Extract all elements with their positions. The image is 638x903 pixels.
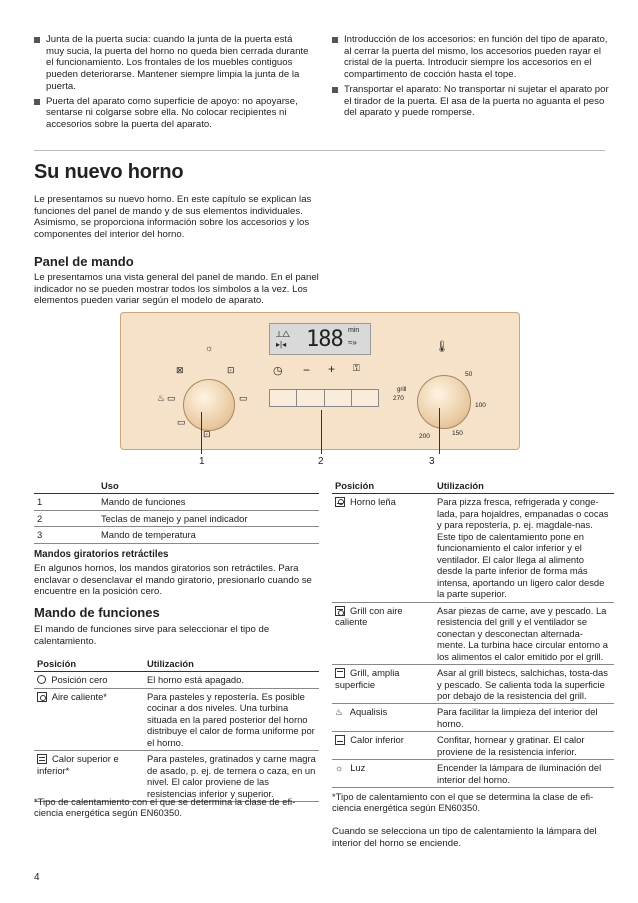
temp-label: 50 (465, 371, 473, 378)
bottom-heat-icon: ▭ (167, 393, 176, 403)
uso-header: Uso (98, 478, 319, 494)
light-icon: ☼ (205, 343, 214, 353)
retractable-heading: Mandos giratorios retráctiles (34, 549, 169, 560)
panel-text: Le presentamos una vista general del panel de mando. En el panel indicador no se pueden mostrar todos los símbolos a la vez. Los elementos pueden variar según el modelo de aparato. (34, 272, 319, 307)
callout-number: 3 (429, 456, 435, 467)
retractable-text: En algunos hornos, los mandos giratorios son retráctiles. Para enclavar o desenclavar el mando giratorio, presionarlo cuando se encuentre en la posición cero. (34, 563, 312, 598)
full-grill-icon (335, 668, 345, 678)
right-footnote: *Tipo de calentamiento con el que se determina la clase de efi-ciencia energética según EN60350. (332, 791, 594, 814)
table-row: Horno leña Para pizza fresca, refrigerada y conge-lada, para hojaldres, empanadas o cocas y para repostería, p. ej. magdale-nas. Este tipo de calentamiento pone en funcionamiento el calor inferior y el ventilador. El calor llega al alimento desde la parte inferior de forma más intensa, aportando un ligero calor desde la parte superior. (332, 494, 614, 602)
page-title: Su nuevo horno (34, 161, 184, 183)
light-icon: ☼ (335, 763, 344, 774)
position-zero-icon (37, 675, 46, 684)
functions-table-right: Posición Utilización Horno leña Para pizza fresca, refrigerada y conge-lada, para hojaldres, empanadas o cocas y para repostería, p. ej. magdale-nas. Este tipo de calentamiento pone en funcionamiento el calor inferior y el ventilador. El calor llega al alimento desde la parte inferior de forma más intensa, aportando un ligero calor desde la parte superior. Grill con aire caliente Asar piezas de carne, ave y pescado. La resistencia del grill y el ventilador se conectan y desconectan alternada-mente. La turbina hace circular entorno a los alimentos el calor emitido por el grill. Grill, amplia superficie Asar al grill bistecs, salchichas, tosta-das y pescado. Se calienta toda la superficie por debajo de la resistencia del grill. ♨ Aqualisis Para facilitar la limpieza del interior del horno. Calor inferior Confitar, hornear y gratinar. El calor proviene de la resistencia inferior. ☼ Luz Encender la lámpara de iluminación del interior del horno. (332, 478, 614, 788)
uso-table (34, 478, 319, 544)
top-left-bullets (34, 34, 312, 134)
display-digits: 188 (306, 327, 343, 352)
button-row (269, 389, 379, 407)
table-row: Aire caliente* Para pasteles y repostería. Es posible cocinar a dos niveles. Una turbina situada en la pared posterior del horno distribuye el calor de forma uniforme por el horno. (34, 688, 319, 750)
top-bottom-heat-icon (37, 754, 47, 764)
timer-icon: ▸|◂ (276, 340, 287, 349)
temp-label: 100 (475, 402, 486, 409)
hot-air-icon: ⊠ (176, 365, 184, 375)
panel-heading: Panel de mando (34, 254, 134, 269)
display-symbols: ≈» (348, 338, 357, 347)
display-panel (269, 323, 371, 355)
pizza-setting-icon (335, 497, 345, 507)
bullet-item: Transportar el aparato: No transportar ni sujetar el aparato por el tirador de la puerta. El asa de la puerta no aguanta el peso del aparato y puede romperse. (332, 84, 614, 119)
callout-number: 1 (199, 456, 205, 467)
display-unit: min (348, 327, 360, 334)
callout-number: 2 (318, 456, 324, 467)
intro-text: Le presentamos su nuevo horno. En este capítulo se explican las funciones del panel de mando y de sus elementos individuales. Asimismo, se proporciona información sobre los accesorios y los componentes del interior del horno. (34, 194, 312, 241)
section-divider (34, 150, 605, 151)
right-closing-text: Cuando se selecciona un tipo de calentamiento la lámpara del interior del horno se enciende. (332, 826, 597, 849)
table-row: ☼ Luz Encender la lámpara de iluminación del interior del horno. (332, 760, 614, 788)
lock-button[interactable] (352, 390, 378, 406)
temp-label: 270 (393, 395, 404, 402)
temperature-dial[interactable] (417, 375, 471, 429)
minus-icon: − (303, 363, 311, 377)
grill-fan-icon: ⊡ (227, 365, 235, 375)
key-lock-icon: ⚿ (353, 363, 360, 373)
dial-grill-label: grill (397, 387, 407, 393)
table-row: Calor inferior Confitar, hornear y gratinar. El calor proviene de la resistencia inferior. (332, 732, 614, 760)
aqualisis-icon: ♨ (335, 707, 344, 718)
page-number: 4 (34, 872, 40, 883)
bullet-item: Junta de la puerta sucia: cuando la junta de la puerta está muy sucia, la puerta del horno no queda bien cerrada durante el funcionamiento. Los frontales de los muebles contiguos pueden deteriorarse. Mantener siempre limpia la junta de la puerta. (34, 34, 312, 93)
top-bottom-heat-icon: ▭ (177, 417, 186, 427)
table-row: 3 Mando de temperatura (34, 527, 319, 543)
plus-icon: + (328, 362, 336, 376)
functions-table-left: Posición Utilización Posición cero El horno está apagado. Aire caliente* Para pasteles y repostería. Es posible cocinar a dos niveles. Una turbina situada en la pared posterior del horno distribuye el calor de forma uniforme por el horno. Calor superior e inferior* Para pasteles, gratinados y carne magra de asado, p. ej. de ternera o caza, en un nivel. El calor proviene de las resistencias inferior y superior. (34, 656, 319, 802)
alarm-icon: ⟂△ (276, 329, 291, 339)
plus-button[interactable] (325, 390, 352, 406)
full-grill-icon: ▭ (239, 393, 248, 403)
thermometer-icon: 🌡 (435, 341, 449, 353)
callout-line (201, 412, 202, 454)
table-row: Posición cero El horno está apagado. (34, 672, 319, 688)
table-row: Grill con aire caliente Asar piezas de carne, ave y pescado. La resistencia del grill y el ventilador se conectan y desconectan alternada-mente. La turbina hace circular entorno a los alimentos el calor emitido por el grill. (332, 602, 614, 664)
aqualisis-icon: ♨ (157, 393, 166, 403)
table-row: Grill, amplia superficie Asar al grill bistecs, salchichas, tosta-das y pescado. Se calienta toda la superficie por debajo de la resistencia del grill. (332, 665, 614, 704)
bullet-item: Introducción de los accesorios: en función del tipo de aparato, al cerrar la puerta del mismo, los accesorios pueden rayar el cristal de la puerta. Introducir siempre los accesorios en el compartimento de cocción hasta el tope. (332, 34, 614, 81)
table-row: Calor superior e inferior* Para pasteles, gratinados y carne magra de asado, p. ej. de ternera o caza, en un nivel. El calor proviene de las resistencias inferior y superior. (34, 751, 319, 802)
clock-icon: ◷ (273, 365, 283, 377)
hot-air-icon (37, 692, 47, 702)
funciones-text: El mando de funciones sirve para seleccionar el tipo de calentamiento. (34, 624, 270, 647)
temp-label: 150 (452, 430, 463, 437)
pizza-setting-icon: ⊡ (203, 429, 211, 439)
top-right-bullets (332, 34, 614, 122)
funciones-heading: Mando de funciones (34, 605, 160, 620)
temp-label: 200 (419, 433, 430, 440)
bottom-heat-icon (335, 735, 345, 745)
table-row: 2 Teclas de manejo y panel indicador (34, 510, 319, 526)
function-dial[interactable] (183, 379, 235, 431)
callout-line (439, 408, 440, 454)
bullet-item: Puerta del aparato como superficie de apoyo: no apoyarse, sentarse ni colgarse sobre ella. No colocar recipientes ni accesorios sobre la puerta del aparato. (34, 96, 312, 131)
control-panel-figure (120, 312, 520, 450)
table-row: 1 Mando de funciones (34, 494, 319, 510)
clock-button[interactable] (270, 390, 297, 406)
left-footnote: *Tipo de calentamiento con el que se determina la clase de efi-ciencia energética según EN60350. (34, 796, 296, 819)
minus-button[interactable] (297, 390, 324, 406)
grill-fan-icon (335, 606, 345, 616)
table-row: ♨ Aqualisis Para facilitar la limpieza del interior del horno. (332, 704, 614, 732)
callout-line (321, 410, 322, 454)
